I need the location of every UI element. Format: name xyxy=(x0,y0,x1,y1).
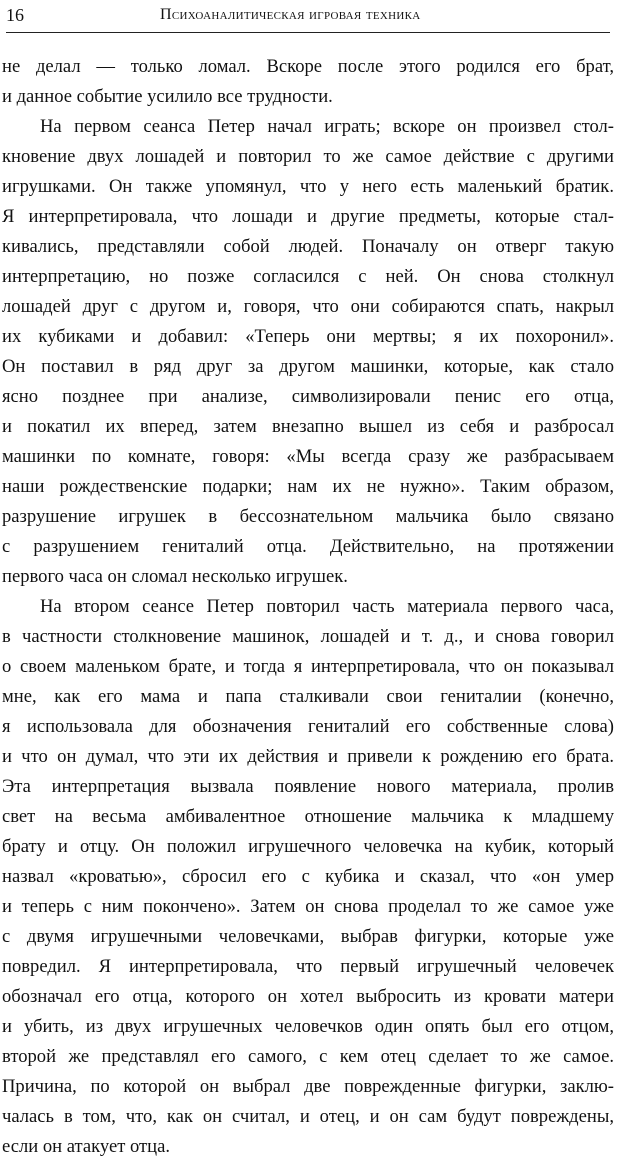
text-line: машинки по комнате, говоря: «Мы всегда сразу же разбрасываем xyxy=(2,446,614,467)
text-line: На первом сеанса Петер начал играть; вскоре он произвел стол- xyxy=(40,116,614,137)
text-line: о своем маленьком брате, и тогда я интерпретировала, что он показывал xyxy=(2,656,614,677)
text-line: лошадей друг с другом и, говоря, что они собираются спать, накрыл xyxy=(2,296,614,317)
text-line: ясно позднее при анализе, символизировали пенис его отца, xyxy=(2,386,614,407)
page-number: 16 xyxy=(6,5,24,25)
text-line: их кубиками и добавил: «Теперь они мертвы; я их похоронил». xyxy=(2,326,614,347)
text-line: свет на весьма амбивалентное отношение мальчика к младшему xyxy=(2,806,614,827)
text-line: если он атакует отца. xyxy=(2,1136,170,1157)
text-line: не делал — только ломал. Вскоре после этого родился его брат, xyxy=(2,56,614,77)
page-header xyxy=(0,0,620,40)
text-line: я использовала для обозначения гениталий его собственные слова) xyxy=(2,716,614,737)
text-line: чалась в том, что, как он считал, и отец, и он сам будут повреждены, xyxy=(2,1106,614,1127)
body-text xyxy=(0,52,614,1162)
text-line: с двумя игрушечными человечками, выбрав фигурки, которые уже xyxy=(2,926,614,947)
text-line: повредил. Я интерпретировала, что первый игрушечный человечек xyxy=(2,956,614,977)
text-line: Я интерпретировала, что лошади и другие предметы, которые стал- xyxy=(2,206,614,227)
text-line: игрушками. Он также упомянул, что у него есть маленький братик. xyxy=(2,176,614,197)
running-title: Психоаналитическая игровая техника xyxy=(160,6,421,23)
text-line: наши рождественские подарки; нам их не нужно». Таким образом, xyxy=(2,476,614,497)
text-line: второй же представлял его самого, с кем отец сделает то же самое. xyxy=(2,1046,614,1067)
text-line: в частности столкновение машинок, лошадей и т. д., и снова говорил xyxy=(2,626,614,647)
text-line: кновение двух лошадей и повторил то же самое действие с другими xyxy=(2,146,614,167)
text-line: На втором сеансе Петер повторил часть материала первого часа, xyxy=(40,596,614,617)
text-line: разрушение игрушек в бессознательном мальчика было связано xyxy=(2,506,614,527)
text-line: назвал «кроватью», сбросил его с кубика и сказал, что «он умер xyxy=(2,866,614,887)
header-divider xyxy=(6,32,610,33)
text-line: обозначал его отца, которого он хотел выбросить из кровати матери xyxy=(2,986,614,1007)
text-line: мне, как его мама и папа сталкивали свои гениталии (конечно, xyxy=(2,686,614,707)
text-line: первого часа он сломал несколько игрушек. xyxy=(2,566,348,587)
text-line: и что он думал, что эти их действия и привели к рождению его брата. xyxy=(2,746,614,767)
text-line: интерпретацию, но позже согласился с ней. Он снова столкнул xyxy=(2,266,614,287)
text-line: Эта интерпретация вызвала появление нового материала, пролив xyxy=(2,776,614,797)
text-line: Причина, по которой он выбрал две поврежденные фигурки, заклю- xyxy=(2,1076,614,1097)
text-line: с разрушением гениталий отца. Действительно, на протяжении xyxy=(2,536,614,557)
text-line: кивались, представляли собой людей. Поначалу он отверг такую xyxy=(2,236,614,257)
text-line: и теперь с ним покончено». Затем он снова проделал то же самое уже xyxy=(2,896,614,917)
text-line: и данное событие усилило все трудности. xyxy=(2,86,333,107)
text-line: и покатил их вперед, затем внезапно вышел из себя и разбросал xyxy=(2,416,614,437)
text-line: Он поставил в ряд друг за другом машинки, которые, как стало xyxy=(2,356,614,377)
text-line: и убить, из двух игрушечных человечков один опять был его отцом, xyxy=(2,1016,614,1037)
text-line: брату и отцу. Он положил игрушечного человечка на кубик, который xyxy=(2,836,614,857)
